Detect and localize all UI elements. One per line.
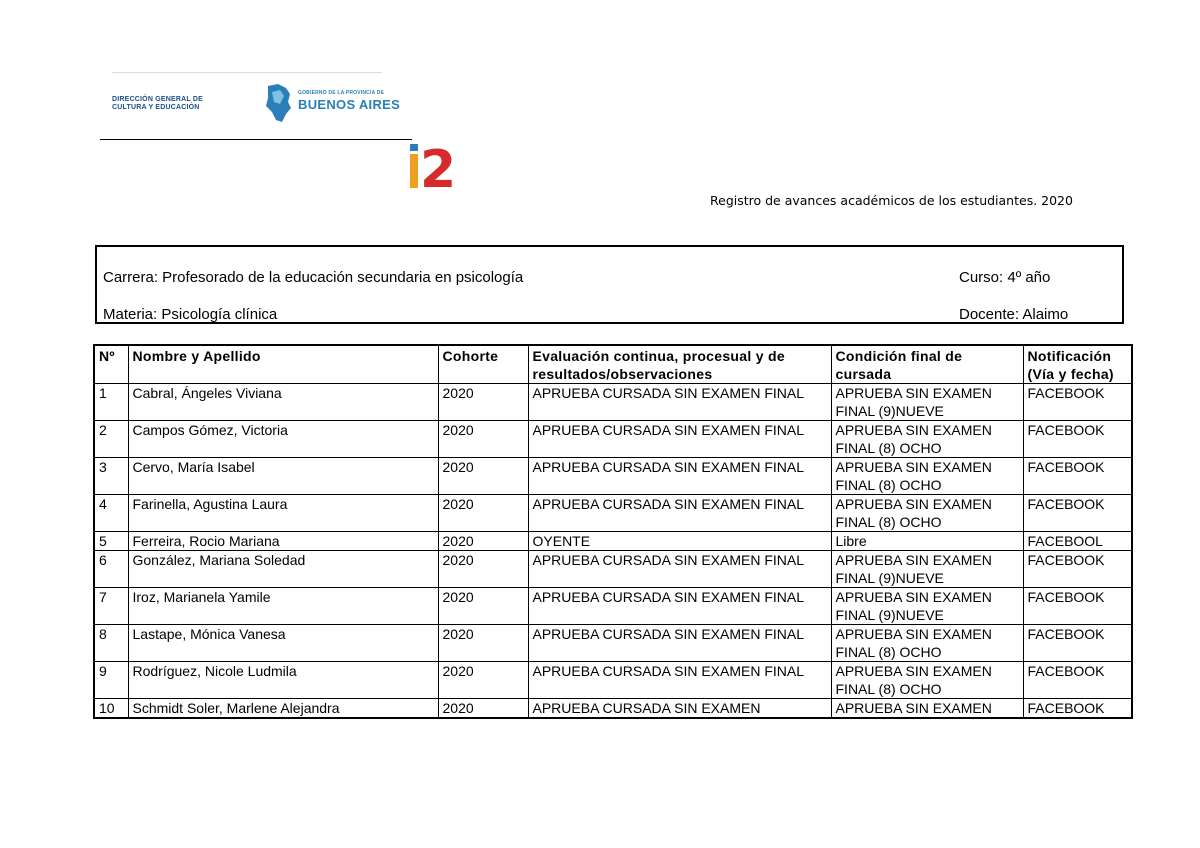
header-name: Nombre y Apellido [128,345,438,384]
cell-num: 8 [94,625,128,662]
cell-notif: FACEBOOK [1023,699,1132,719]
header-notif: Notificación (Vía y fecha) [1023,345,1132,384]
table-row [94,421,1132,458]
table-row [94,662,1132,699]
dgce-logo-text [112,96,203,112]
cell-cond: Libre [831,532,1023,551]
cell-num: 1 [94,384,128,421]
cell-notif: FACEBOOK [1023,458,1132,495]
cell-cohort: 2020 [438,588,528,625]
cell-eval: APRUEBA CURSADA SIN EXAMEN FINAL [528,625,831,662]
table-row [94,699,1132,719]
dgce-line-1: DIRECCIÓN GENERAL DE [112,96,203,103]
cell-num: 7 [94,588,128,625]
table-row [94,532,1132,551]
logo-top-rule [112,72,382,73]
cell-eval: APRUEBA CURSADA SIN EXAMEN [528,699,831,719]
cell-cond: APRUEBA SIN EXAMEN FINAL (8) OCHO [831,662,1023,699]
table-row [94,625,1132,662]
cell-notif: FACEBOOK [1023,625,1132,662]
cell-cond: APRUEBA SIN EXAMEN [831,699,1023,719]
cell-cohort: 2020 [438,625,528,662]
cell-cond: APRUEBA SIN EXAMEN FINAL (9)NUEVE [831,384,1023,421]
table-row [94,458,1132,495]
cell-num: 9 [94,662,128,699]
table-row [94,495,1132,532]
cell-name: Rodríguez, Nicole Ludmila [128,662,438,699]
cell-cond: APRUEBA SIN EXAMEN FINAL (8) OCHO [831,421,1023,458]
cell-cond: APRUEBA SIN EXAMEN FINAL (9)NUEVE [831,551,1023,588]
cell-notif: FACEBOOK [1023,384,1132,421]
cell-name: Iroz, Marianela Yamile [128,588,438,625]
cell-cond: APRUEBA SIN EXAMEN FINAL (8) OCHO [831,625,1023,662]
curso-label: Curso: 4º año [959,269,1051,286]
cell-name: Ferreira, Rocio Mariana [128,532,438,551]
cell-name: Farinella, Agustina Laura [128,495,438,532]
cell-notif: FACEBOOL [1023,532,1132,551]
cell-cond: APRUEBA SIN EXAMEN FINAL (8) OCHO [831,495,1023,532]
carrera-label: Carrera: Profesorado de la educación secundaria en psicología [103,269,524,286]
cell-name: Campos Gómez, Victoria [128,421,438,458]
cell-eval: APRUEBA CURSADA SIN EXAMEN FINAL [528,421,831,458]
cell-notif: FACEBOOK [1023,551,1132,588]
cell-cohort: 2020 [438,421,528,458]
cell-notif: FACEBOOK [1023,588,1132,625]
cell-num: 2 [94,421,128,458]
cell-cohort: 2020 [438,458,528,495]
cell-name: Cervo, María Isabel [128,458,438,495]
cell-cohort: 2020 [438,384,528,421]
cell-notif: FACEBOOK [1023,662,1132,699]
cell-name: Schmidt Soler, Marlene Alejandra [128,699,438,719]
cell-notif: FACEBOOK [1023,421,1132,458]
cell-num: 10 [94,699,128,719]
table-row [94,588,1132,625]
cell-eval: OYENTE [528,532,831,551]
header-logos [100,72,412,140]
table-header-row [94,345,1132,384]
dgce-line-2: CULTURA Y EDUCACIÓN [112,104,200,111]
i2-logo-text: 2 [420,140,457,190]
cell-eval: APRUEBA CURSADA SIN EXAMEN FINAL [528,662,831,699]
course-info-box [95,245,1124,324]
cell-notif: FACEBOOK [1023,495,1132,532]
cell-num: 6 [94,551,128,588]
i2-logo-icon [408,140,468,190]
grades-table [93,344,1133,719]
cell-eval: APRUEBA CURSADA SIN EXAMEN FINAL [528,384,831,421]
cell-name: Lastape, Mónica Vanesa [128,625,438,662]
cell-name: González, Mariana Soledad [128,551,438,588]
cell-eval: APRUEBA CURSADA SIN EXAMEN FINAL [528,588,831,625]
cell-num: 5 [94,532,128,551]
cell-cond: APRUEBA SIN EXAMEN FINAL (9)NUEVE [831,588,1023,625]
cell-cohort: 2020 [438,532,528,551]
report-title: Registro de avances académicos de los estudiantes. 2020 [710,193,1073,208]
gba-logo-big-text: BUENOS AIRES [298,97,401,112]
cell-cohort: 2020 [438,662,528,699]
cell-cohort: 2020 [438,551,528,588]
table-row [94,384,1132,421]
cell-eval: APRUEBA CURSADA SIN EXAMEN FINAL [528,495,831,532]
cell-num: 3 [94,458,128,495]
cell-cohort: 2020 [438,495,528,532]
gba-logo-small-text: GOBIERNO DE LA PROVINCIA DE [298,90,385,96]
docente-label: Docente: Alaimo [959,306,1069,323]
header-num: Nº [94,345,128,384]
buenos-aires-province-icon [264,82,292,124]
cell-cond: APRUEBA SIN EXAMEN FINAL (8) OCHO [831,458,1023,495]
cell-num: 4 [94,495,128,532]
header-cond: Condición final de cursada [831,345,1023,384]
logo-underline [100,139,412,140]
header-eval: Evaluación continua, procesual y de resultados/observaciones [528,345,831,384]
cell-name: Cabral, Ángeles Viviana [128,384,438,421]
table-row [94,551,1132,588]
cell-cohort: 2020 [438,699,528,719]
materia-label: Materia: Psicología clínica [103,306,278,323]
header-cohort: Cohorte [438,345,528,384]
cell-eval: APRUEBA CURSADA SIN EXAMEN FINAL [528,458,831,495]
cell-eval: APRUEBA CURSADA SIN EXAMEN FINAL [528,551,831,588]
